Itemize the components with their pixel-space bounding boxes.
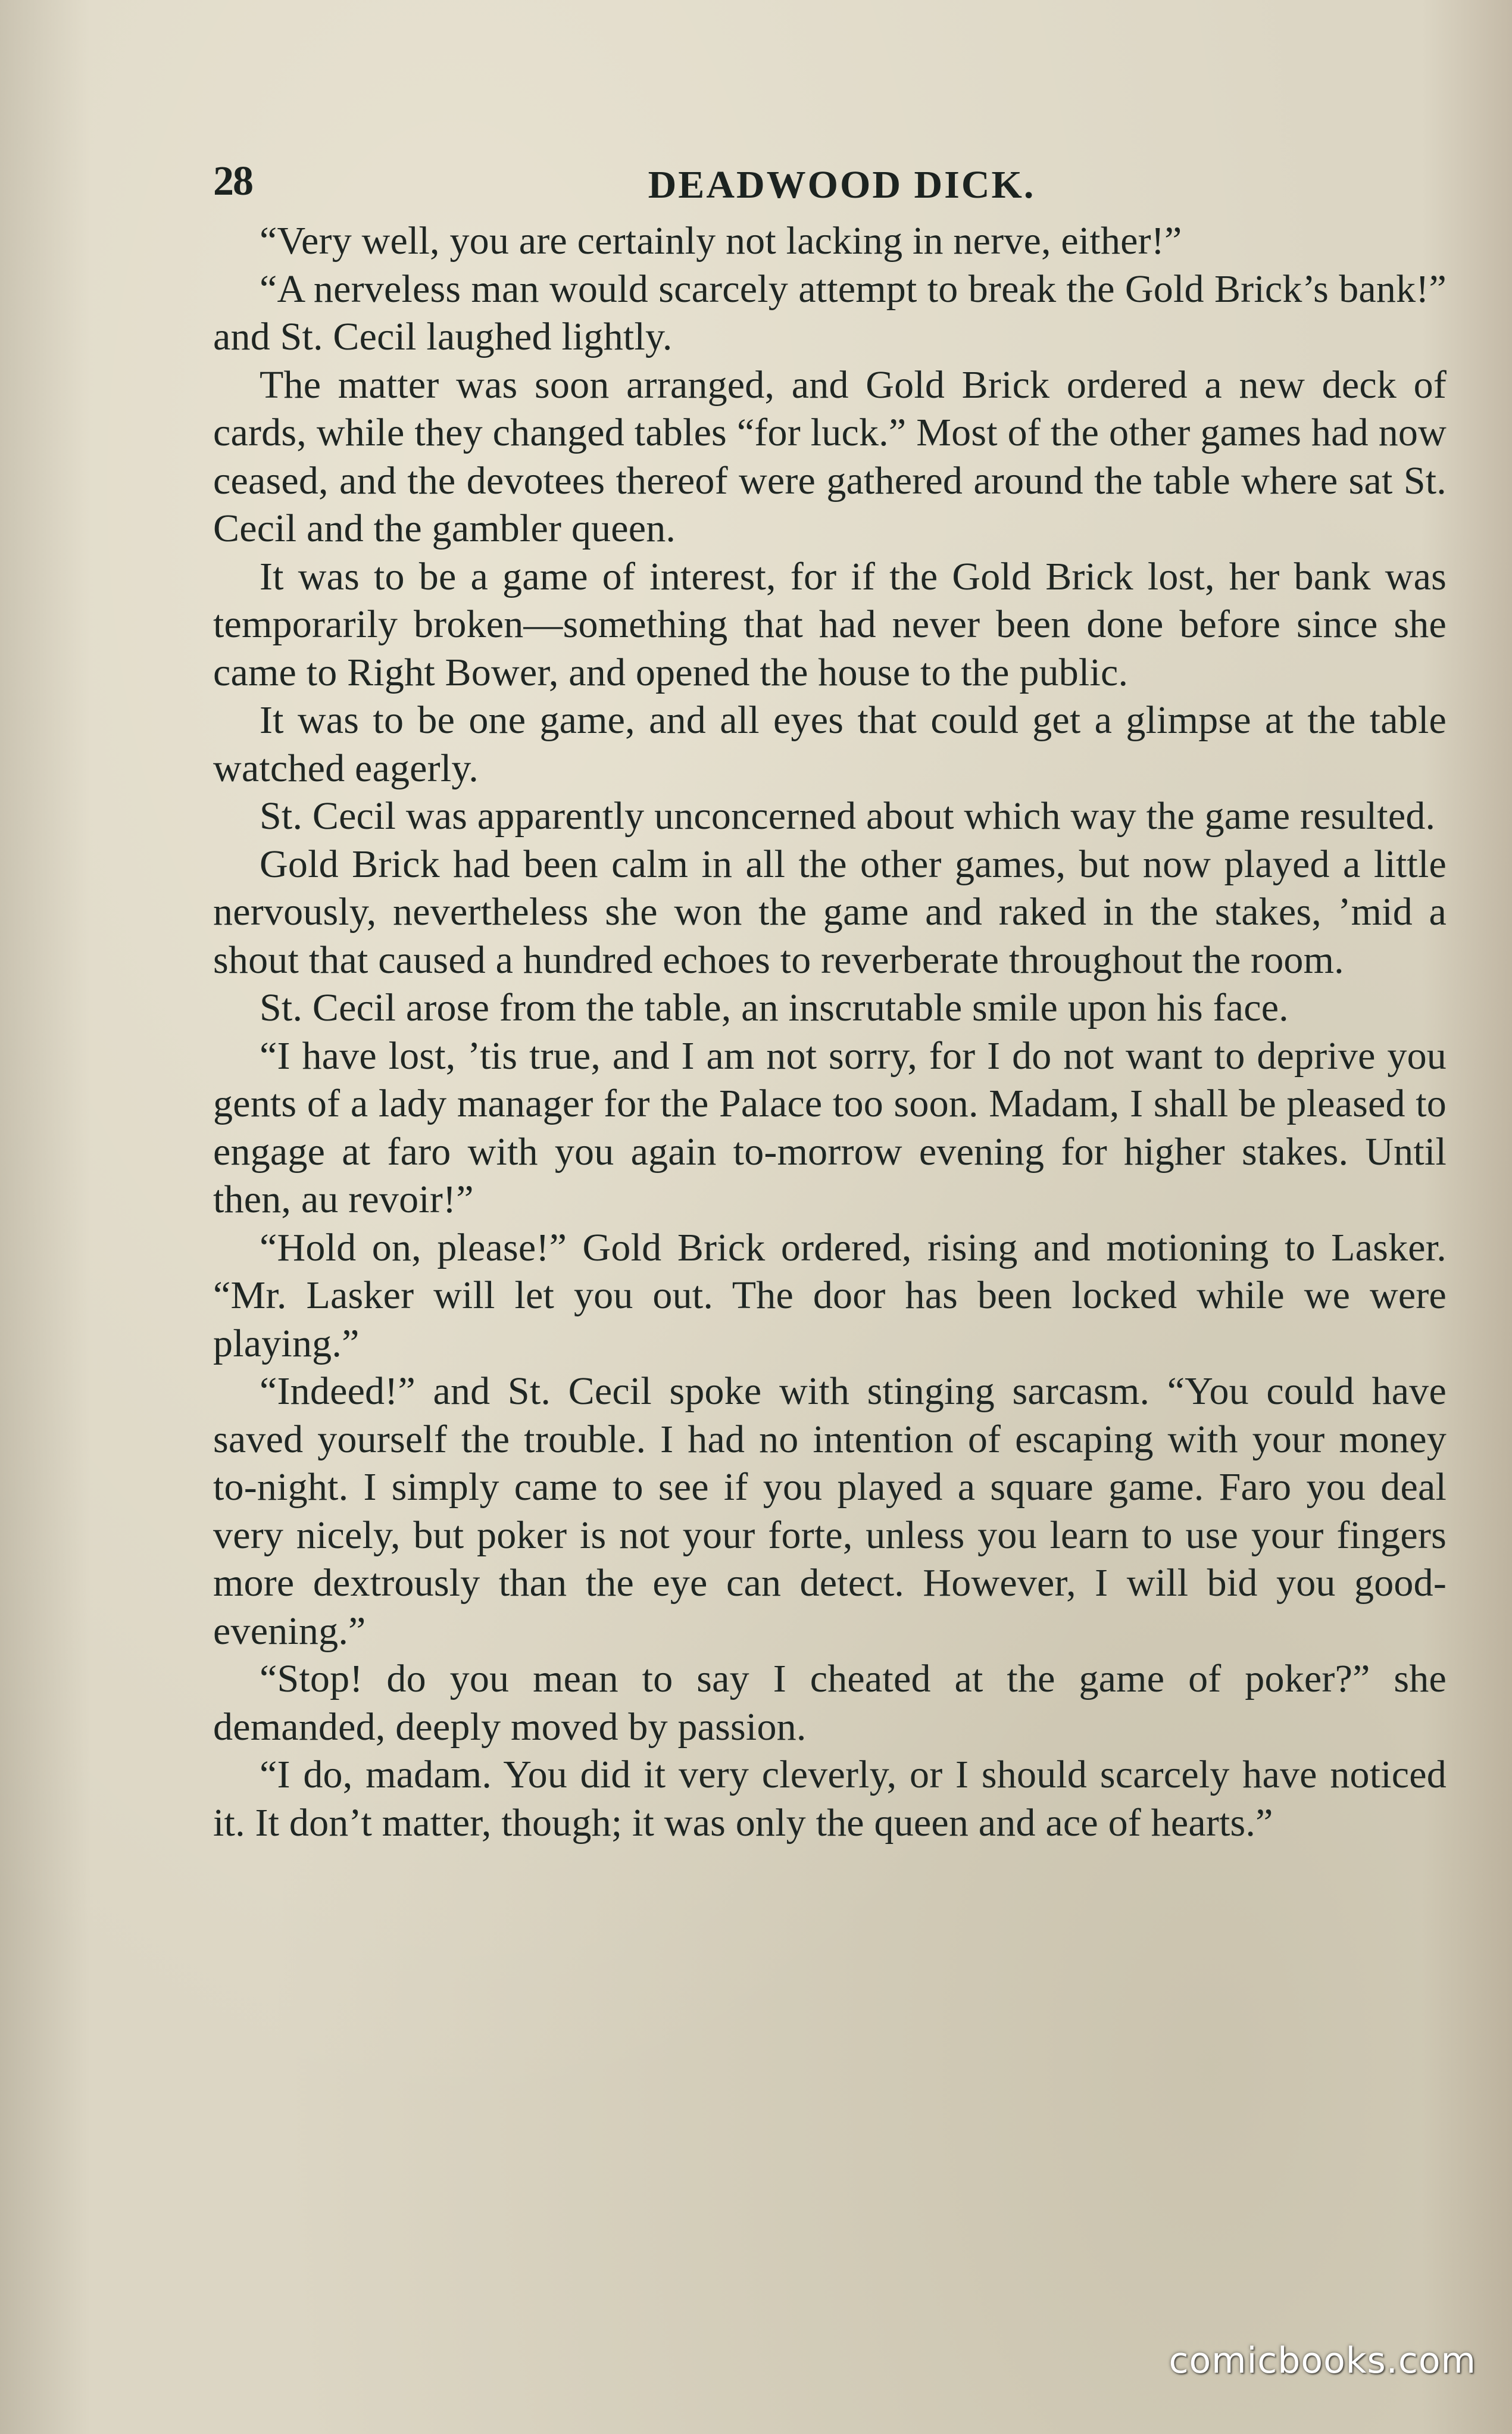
- paragraph: St. Cecil arose from the table, an inscrutable smile upon his face.: [260, 986, 1289, 1029]
- paragraph: “Very well, you are certainly not lacking in nerve, either!”: [260, 219, 1182, 263]
- paragraph: “I do, madam. You did it very cleverly, or I should scarcely have noticed it. It don’t matter, though; it was only the queen and ace of hearts.”: [213, 1753, 1447, 1845]
- watermark: comicbooks.com: [1169, 2340, 1476, 2382]
- book-title: DEADWOOD DICK.: [648, 163, 1036, 207]
- paragraph: “I have lost, ’tis true, and I am not sorry, for I do not want to deprive you gents of a lady manager for the Palace too soon. Madam, I shall be pleased to engage at faro with you again to-morrow evening for higher stakes. Until then, au revoir!”: [213, 1034, 1447, 1221]
- running-head: [213, 152, 1447, 217]
- body-text: [213, 217, 1447, 1847]
- book-page: [213, 152, 1447, 2319]
- paragraph: It was to be one game, and all eyes that could get a glimpse at the table watched eagerly.: [213, 698, 1447, 790]
- paragraph: “Hold on, please!” Gold Brick ordered, rising and motioning to Lasker. “Mr. Lasker will let you out. The door has been locked while we were playing.”: [213, 1225, 1447, 1365]
- paragraph: Gold Brick had been calm in all the other games, but now played a little nervously, nevertheless she won the game and raked in the stakes, ’mid a shout that caused a hundred echoes to reverberate throughout the room.: [213, 842, 1447, 982]
- paragraph: “Stop! do you mean to say I cheated at the game of poker?” she demanded, deeply moved by passion.: [213, 1657, 1447, 1749]
- paragraph: It was to be a game of interest, for if the Gold Brick lost, her bank was temporarily broken—something that had never been done before since she came to Right Bower, and opened the house to the public.: [213, 554, 1447, 694]
- paragraph: “A nerveless man would scarcely attempt to break the Gold Brick’s bank!” and St. Cecil laughed lightly.: [213, 267, 1447, 358]
- paragraph: St. Cecil was apparently unconcerned about which way the game resulted.: [260, 794, 1436, 838]
- paragraph: The matter was soon arranged, and Gold Brick ordered a new deck of cards, while they changed tables “for luck.” Most of the other games had now ceased, and the devotees thereof were gathered around the table where sat St. Cecil and the gambler queen.: [213, 363, 1447, 550]
- page-number: 28: [213, 158, 252, 204]
- paragraph: “Indeed!” and St. Cecil spoke with stinging sarcasm. “You could have saved yourself the trouble. I had no intention of escaping with your money to-night. I simply came to see if you played a square game. Faro you deal very nicely, but poker is not your forte, unless you learn to use your fingers more dextrously than the eye can detect. However, I will bid you good-evening.”: [213, 1369, 1447, 1653]
